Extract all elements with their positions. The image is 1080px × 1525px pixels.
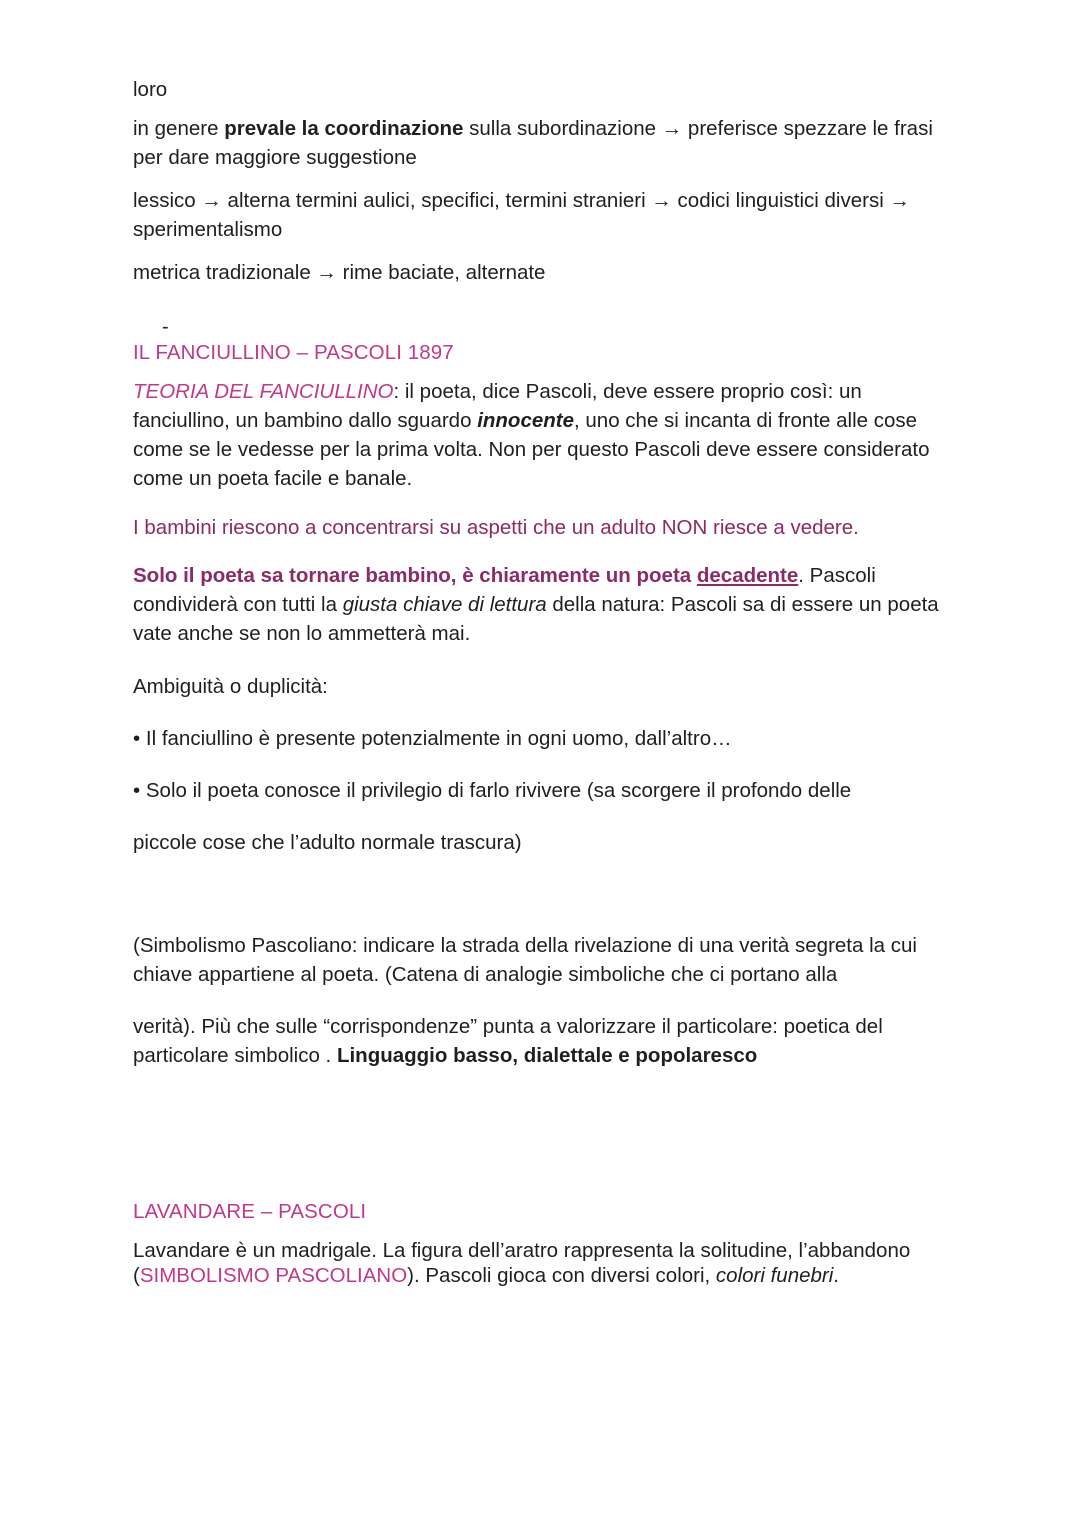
bold-coordination: prevale la coordinazione bbox=[224, 117, 464, 140]
fanciullino-theory-paragraph: TEORIA DEL FANCIULLINO: il poeta, dice Pascoli, deve essere proprio così: un fanciullino, un bambino dallo sguardo innocente, uno che si incanta di fronte alle cose come se le vedesse per la prima volta. Non per questo Pascoli deve essere considerato come un poeta facile e banale. bbox=[133, 380, 930, 490]
innocent-emphasis: innocente bbox=[477, 409, 575, 432]
bullet-item-1: • Il fanciullino è presente potenzialmente in ogni uomo, dall’altro… bbox=[133, 727, 732, 750]
intro-paragraph-coordination: in genere prevale la coordinazione sulla subordinazione → preferisce spezzare le frasi per dare maggiore suggestione bbox=[133, 117, 933, 169]
symbolism-paragraph-1: (Simbolismo Pascoliano: indicare la strada della rivelazione di una verità segreta la cui chiave appartiene al poeta. (Catena di analogie simboliche che ci portano alla bbox=[133, 934, 917, 986]
section-heading-fanciullino: IL FANCIULLINO – PASCOLI 1897 bbox=[133, 341, 454, 364]
language-bold: Linguaggio basso, dialettale e popolaresco bbox=[336, 1044, 758, 1067]
lavandare-paragraph: Lavandare è un madrigale. La figura dell’aratro rappresenta la solitudine, l’abbandono (SIMBOLISMO PASCOLIANO). Pascoli gioca con diversi colori, colori funebri. bbox=[133, 1239, 911, 1287]
bullet-item-2-continuation: piccole cose che l’adulto normale trascura) bbox=[133, 831, 522, 854]
poet-decadent-paragraph: Solo il poeta sa tornare bambino, è chiaramente un poeta decadente. Pascoli condividerà con tutti la giusta chiave di lettura della natura: Pascoli sa di essere un poeta vate anche se non lo ammetterà mai. bbox=[133, 564, 939, 645]
bullet-item-2: • Solo il poeta conosce il privilegio di farlo rivivere (sa scorgere il profondo delle bbox=[133, 779, 852, 802]
theory-label: TEORIA DEL FANCIULLINO bbox=[133, 380, 394, 403]
reading-key-italic: giusta chiave di lettura bbox=[342, 593, 547, 616]
ambiguity-label: Ambiguità o duplicità: bbox=[133, 675, 328, 698]
intro-paragraph-metrics: metrica tradizionale → rime baciate, alternate bbox=[133, 261, 546, 284]
funeral-colors-italic: colori funebri bbox=[715, 1264, 834, 1287]
section-heading-lavandare: LAVANDARE – PASCOLI bbox=[133, 1200, 367, 1223]
symbolism-tag: SIMBOLISMO PASCOLIANO bbox=[139, 1264, 408, 1287]
dash-marker: - bbox=[162, 316, 169, 338]
children-paragraph: I bambini riescono a concentrarsi su aspetti che un adulto NON riesce a vedere. bbox=[133, 516, 859, 539]
intro-paragraph-lexicon: lessico → alterna termini aulici, specifici, termini stranieri → codici linguistici diversi → sperimentalismo bbox=[133, 189, 910, 241]
decadente-underlined: decadente bbox=[696, 564, 799, 587]
symbolism-paragraph-2: verità). Più che sulle “corrispondenze” punta a valorizzare il particolare: poetica del particolare simbolico . Linguaggio basso, dialettale e popolaresco bbox=[133, 1015, 883, 1067]
intro-paragraph-loro: loro bbox=[133, 78, 168, 101]
